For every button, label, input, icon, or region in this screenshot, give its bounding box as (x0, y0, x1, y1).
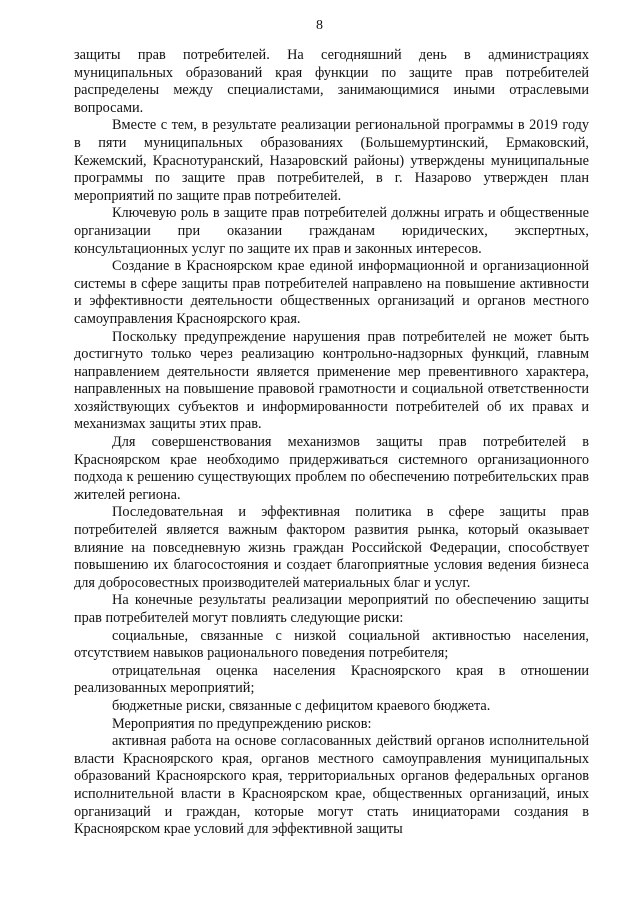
paragraph-6: Для совершенствования механизмов защиты прав потребителей в Красноярском крае необходимо придерживаться системного организационного подхода к решению существующих проблем по обеспечению потребительских прав жителей региона. (74, 434, 589, 503)
risk-item-social: социальные, связанные с низкой социальной активностью населения, отсутствием навыков рационального поведения потребителя; (74, 627, 589, 662)
paragraph-5: Поскольку предупреждение нарушения прав потребителей не может быть достигнуто только через реализацию контрольно-надзорных функций, главным направлением деятельности является применение мер превентивного характера, направленных на повышение правовой грамотности и социальной ответственности хозяйствующих субъектов и информированности потребителей об их правах и механизмах защиты этих прав. (74, 328, 589, 433)
paragraph-1: защиты прав потребителей. На сегодняшний день в администрациях муниципальных образований края функции по защите прав потребителей распределены между специалистами, занимающимися иными отраслевыми вопросами. (74, 47, 589, 116)
paragraph-2: Вместе с тем, в результате реализации региональной программы в 2019 году в пяти муниципальных образованиях (Большемуртинский, Ермаковский, Кежемский, Краснотуранский, Назаровский районы) утверждены муниципальные программы по защите прав потребителей, в г. Назарово утвержден план мероприятий по защите прав потребителей. (74, 117, 589, 204)
paragraph-8: На конечные результаты реализации мероприятий по обеспечению защиты прав потребителей могут повлиять следующие риски: (74, 592, 589, 626)
risk-item-negative-assessment: отрицательная оценка населения Красноярского края в отношении реализованных мероприятий; (74, 662, 589, 697)
paragraph-4: Создание в Красноярском крае единой информационной и организационной системы в сфере защиты прав потребителей направлено на повышение активности и эффективности деятельности общественных организаций и органов местного самоуправления Красноярского края. (74, 258, 589, 327)
risk-prevention-heading: Мероприятия по предупреждению рисков: (112, 715, 372, 732)
risk-item-budget: бюджетные риски, связанные с дефицитом краевого бюджета. (112, 697, 491, 714)
page-number: 8 (316, 18, 323, 33)
document-body (74, 47, 589, 839)
paragraph-13: активная работа на основе согласованных действий органов исполнительной власти Красноярского края, органов местного самоуправления муниципальных образований Красноярского края, территориальных органов федеральных органов исполнительной власти в Красноярском крае, общественных организаций, иных организаций и граждан, которые могут стать инициаторами создания в Красноярском крае условий для эффективной защиты (74, 733, 589, 838)
paragraph-3: Ключевую роль в защите прав потребителей должны играть и общественные организации при оказании гражданам юридических, экспертных, консультационных услуг по защите их прав и законных интересов. (74, 205, 589, 257)
paragraph-7: Последовательная и эффективная политика в сфере защиты прав потребителей является важным фактором развития рынка, который оказывает влияние на повседневную жизнь граждан Российской Федерации, способствует повышению их благосостояния и создает благоприятные условия ведения бизнеса для добросовестных производителей материальных благ и услуг. (74, 504, 589, 591)
